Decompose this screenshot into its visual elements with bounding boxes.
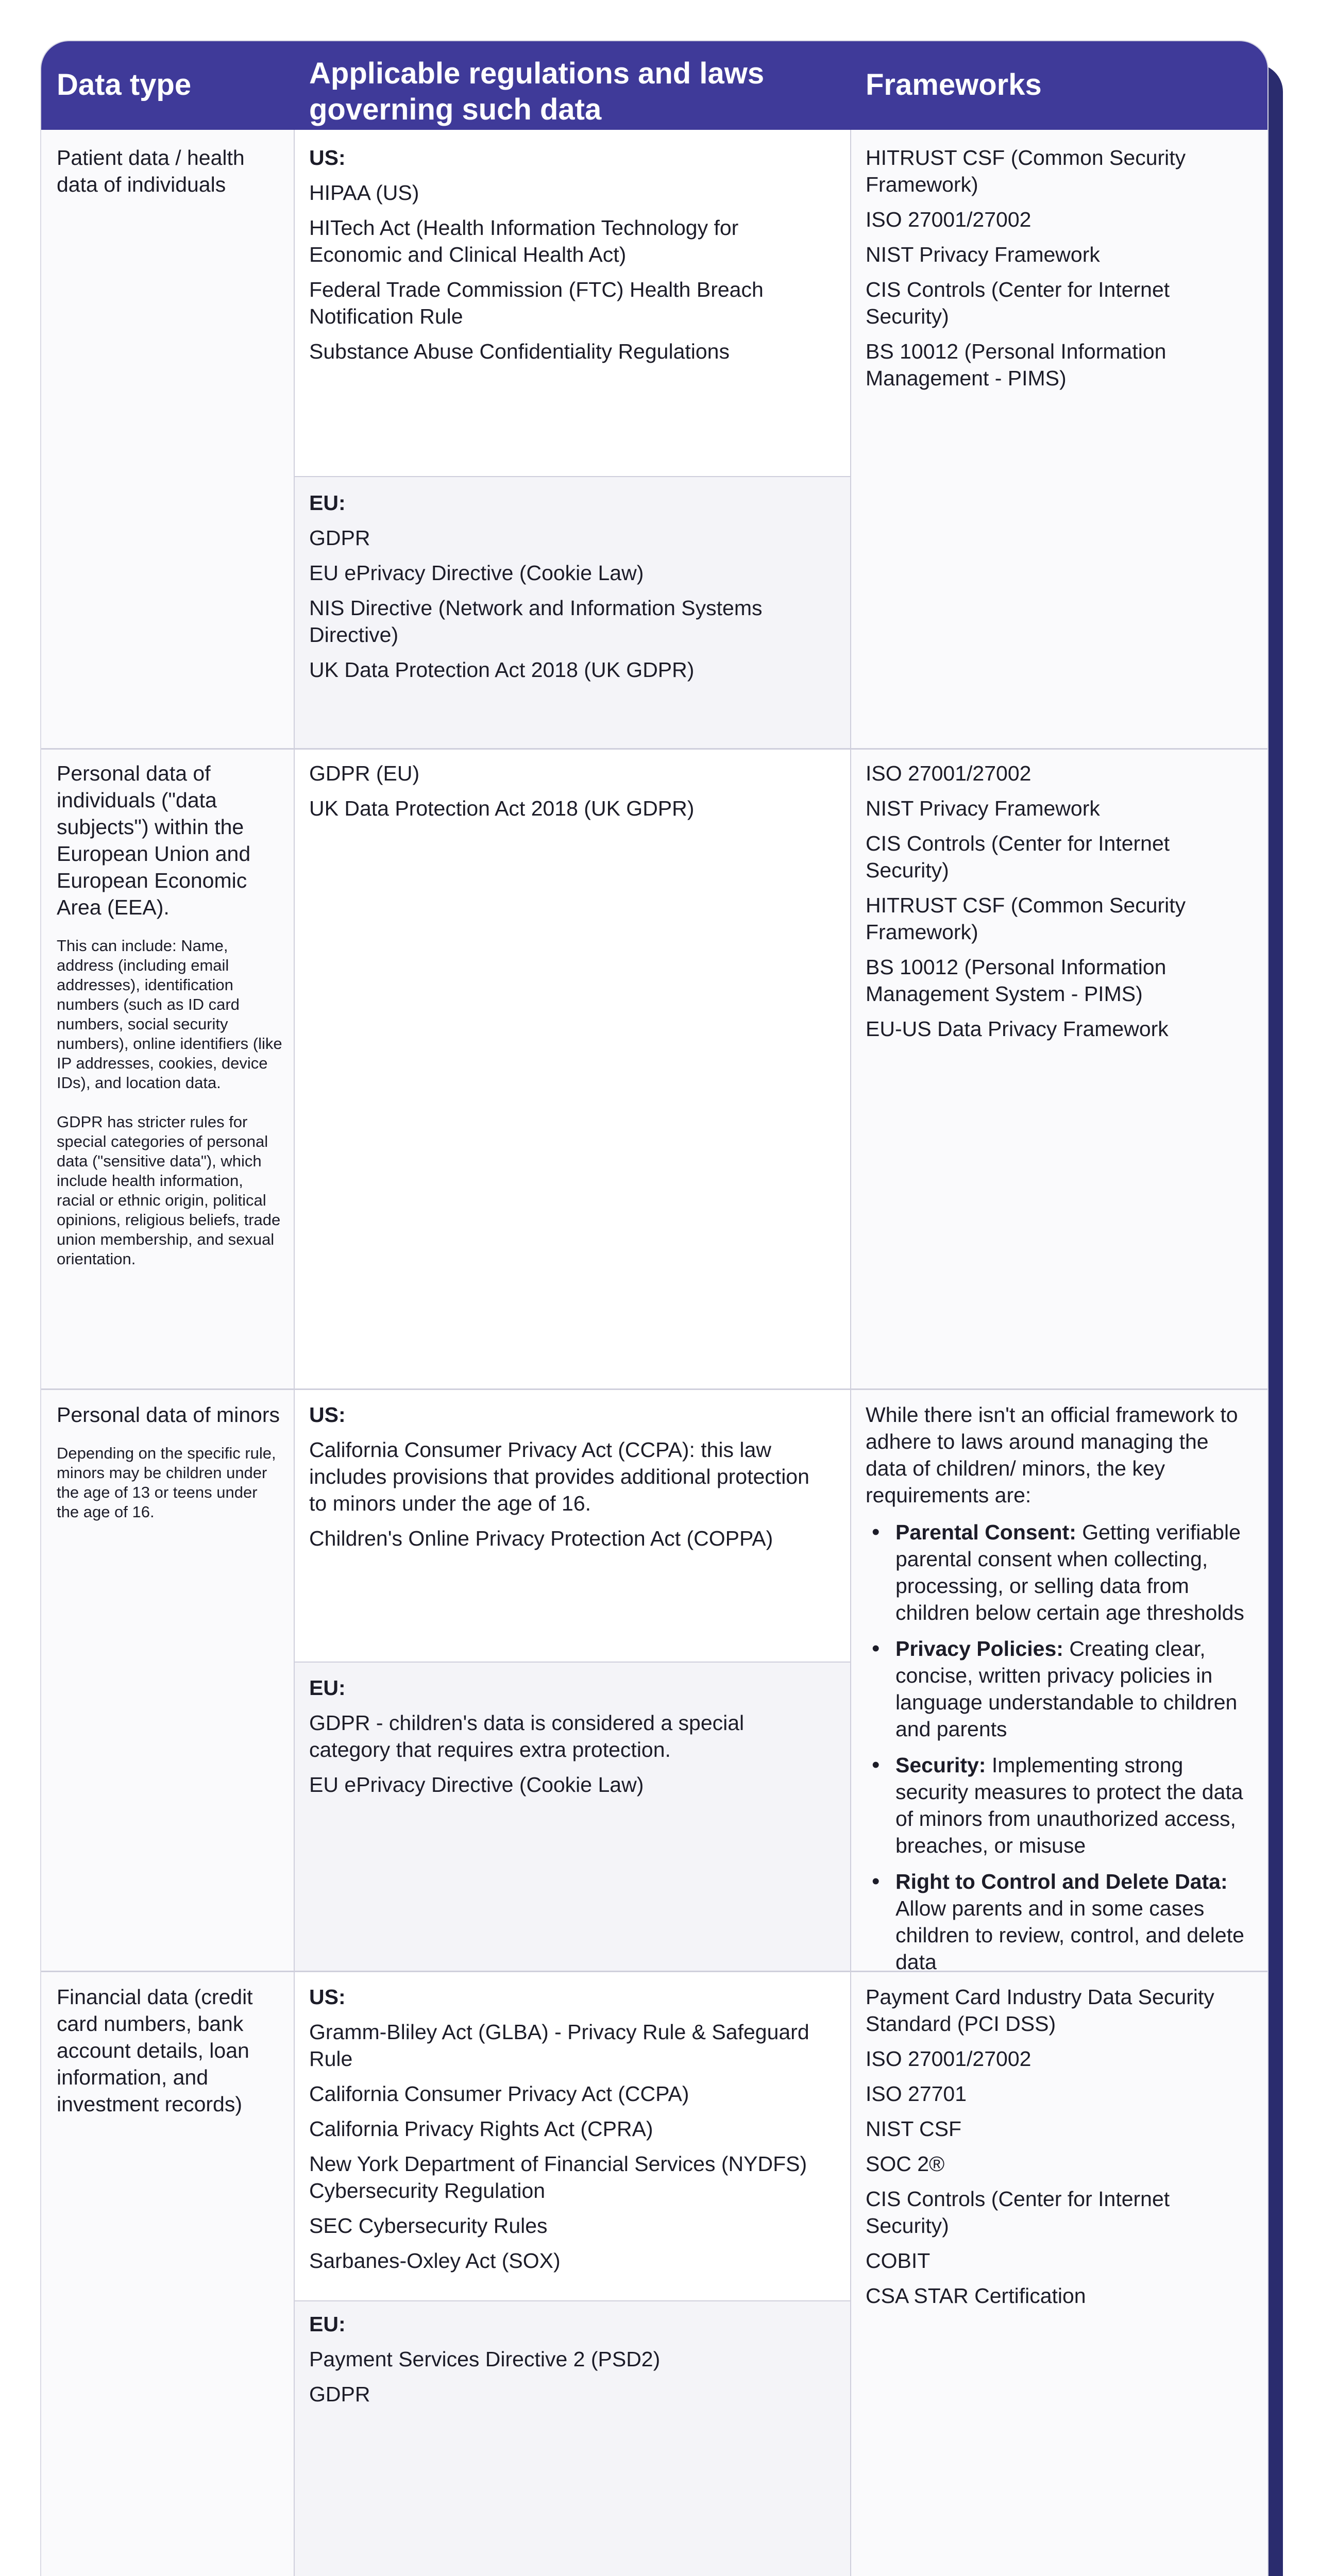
framework-item: CIS Controls (Center for Internet Security) (866, 2187, 1170, 2238)
row-note: GDPR has stricter rules for special categories of personal data ("sensitive data"), which include health information, racial or ethnic origin, political opinions, religious beliefs, trade union membership, and sexual orientation. (57, 1113, 281, 1268)
us-laws-cell (309, 1401, 830, 1552)
list-item: • Security: Implementing strong security measures to protect the data of minors from unauthorized access, breaches, or misuse (866, 1752, 1247, 1859)
law-item: Children's Online Privacy Protection Act (COPPA) (309, 1527, 773, 1550)
header-data-type: Data type (57, 68, 192, 101)
law-item: California Consumer Privacy Act (CCPA) (309, 2082, 689, 2106)
row-data-type-cell (57, 760, 283, 1269)
framework-item: BS 10012 (Personal Information Management System - PIMS) (866, 955, 1166, 1006)
law-item: HIPAA (US) (309, 181, 419, 205)
law-item: Sarbanes-Oxley Act (SOX) (309, 2249, 561, 2273)
framework-item: NIST Privacy Framework (866, 796, 1100, 820)
framework-item: HITRUST CSF (Common Security Framework) (866, 146, 1186, 196)
framework-item: ISO 27701 (866, 2082, 967, 2106)
law-item: Substance Abuse Confidentiality Regulations (309, 340, 730, 363)
row-data-type: Personal data of minors (57, 1403, 280, 1427)
requirements-list (866, 1519, 1247, 1975)
regulations-table (41, 41, 1267, 2576)
law-item: UK Data Protection Act 2018 (UK GDPR) (309, 796, 695, 820)
law-item: EU ePrivacy Directive (Cookie Law) (309, 1773, 644, 1797)
framework-item: Payment Card Industry Data Security Standard (PCI DSS) (866, 1985, 1214, 2036)
frameworks-cell (866, 1984, 1247, 2309)
framework-item: ISO 27001/27002 (866, 761, 1031, 785)
frameworks-cell (866, 144, 1247, 392)
framework-item: NIST CSF (866, 2117, 962, 2141)
framework-item: HITRUST CSF (Common Security Framework) (866, 893, 1186, 944)
eu-heading: EU: (309, 491, 346, 515)
framework-item: CSA STAR Certification (866, 2284, 1086, 2308)
framework-item: ISO 27001/27002 (866, 208, 1031, 231)
us-heading: US: (309, 1403, 346, 1427)
law-item: California Consumer Privacy Act (CCPA): this law includes provisions that provides additional protection to minors under the age of 16. (309, 1438, 809, 1515)
table-header (41, 41, 1267, 130)
law-item: Payment Services Directive 2 (PSD2) (309, 2347, 661, 2371)
row-data-type: Patient data / health data of individuals (57, 146, 245, 196)
law-item: Gramm-Bliley Act (GLBA) - Privacy Rule & Safeguard Rule (309, 2020, 809, 2071)
framework-item: ISO 27001/27002 (866, 2047, 1031, 2071)
law-item: NIS Directive (Network and Information Systems Directive) (309, 596, 763, 647)
eu-heading: EU: (309, 2312, 346, 2336)
row-data-type: Financial data (credit card numbers, bank account details, loan information, and investment records) (57, 1985, 253, 2116)
framework-item: EU-US Data Privacy Framework (866, 1017, 1169, 1041)
us-heading: US: (309, 146, 346, 170)
header-frameworks: Frameworks (866, 68, 1042, 101)
framework-item: CIS Controls (Center for Internet Security) (866, 832, 1170, 882)
framework-item: COBIT (866, 2249, 931, 2273)
frameworks-cell (866, 1401, 1247, 1985)
header-regulations: Applicable regulations and laws governing such data (309, 57, 765, 126)
row-data-type: Personal data of individuals ("data subjects") within the European Union and European Economic Area (EEA). (57, 761, 251, 919)
law-item: Federal Trade Commission (FTC) Health Breach Notification Rule (309, 278, 764, 328)
law-item: GDPR (EU) (309, 761, 420, 785)
row-divider (41, 748, 1267, 750)
eu-laws-cell (309, 1674, 830, 1798)
framework-item: BS 10012 (Personal Information Management - PIMS) (866, 340, 1166, 390)
laws-cell (309, 760, 830, 822)
us-laws-cell (309, 1984, 830, 2274)
law-item: EU ePrivacy Directive (Cookie Law) (309, 561, 644, 585)
law-item: New York Department of Financial Services (NYDFS) Cybersecurity Regulation (309, 2152, 807, 2202)
row-note: Depending on the specific rule, minors may be children under the age of 13 or teens under the age of 16. (57, 1444, 276, 1521)
us-laws-cell (309, 144, 830, 365)
row-divider (41, 1388, 1267, 1390)
law-item: California Privacy Rights Act (CPRA) (309, 2117, 653, 2141)
law-item: SEC Cybersecurity Rules (309, 2214, 548, 2238)
list-item: • Right to Control and Delete Data: Allow parents and in some cases children to review, control, and delete data (866, 1868, 1247, 1975)
framework-item: SOC 2® (866, 2152, 945, 2176)
law-item: GDPR - children's data is considered a special category that requires extra protection. (309, 1711, 745, 1761)
framework-item: CIS Controls (Center for Internet Security) (866, 278, 1170, 328)
eu-laws-cell (309, 2311, 830, 2408)
law-item: GDPR (309, 2382, 370, 2406)
law-item: UK Data Protection Act 2018 (UK GDPR) (309, 658, 695, 682)
list-item: • Parental Consent: Getting verifiable parental consent when collecting, processing, or selling data from children below certain age thresholds (866, 1519, 1247, 1626)
frameworks-cell (866, 760, 1247, 1042)
row-note: This can include: Name, address (including email addresses), identification numbers (such as ID card numbers, social security numbers), online identifiers (like IP addresses, cookies, device IDs), and location data. (57, 937, 282, 1092)
list-item: • Privacy Policies: Creating clear, concise, written privacy policies in language understandable to children and parents (866, 1635, 1247, 1742)
eu-heading: EU: (309, 1676, 346, 1700)
law-item: GDPR (309, 526, 370, 550)
law-item: HITech Act (Health Information Technology for Economic and Clinical Health Act) (309, 216, 739, 266)
framework-item: NIST Privacy Framework (866, 243, 1100, 266)
requirements-intro: While there isn't an official framework to adhere to laws around managing the data of children/ minors, the key requirements are: (866, 1403, 1238, 1507)
us-heading: US: (309, 1985, 346, 2009)
row-data-type-cell (57, 1401, 283, 1522)
eu-laws-cell (309, 489, 830, 683)
col-data-type (41, 130, 294, 2576)
